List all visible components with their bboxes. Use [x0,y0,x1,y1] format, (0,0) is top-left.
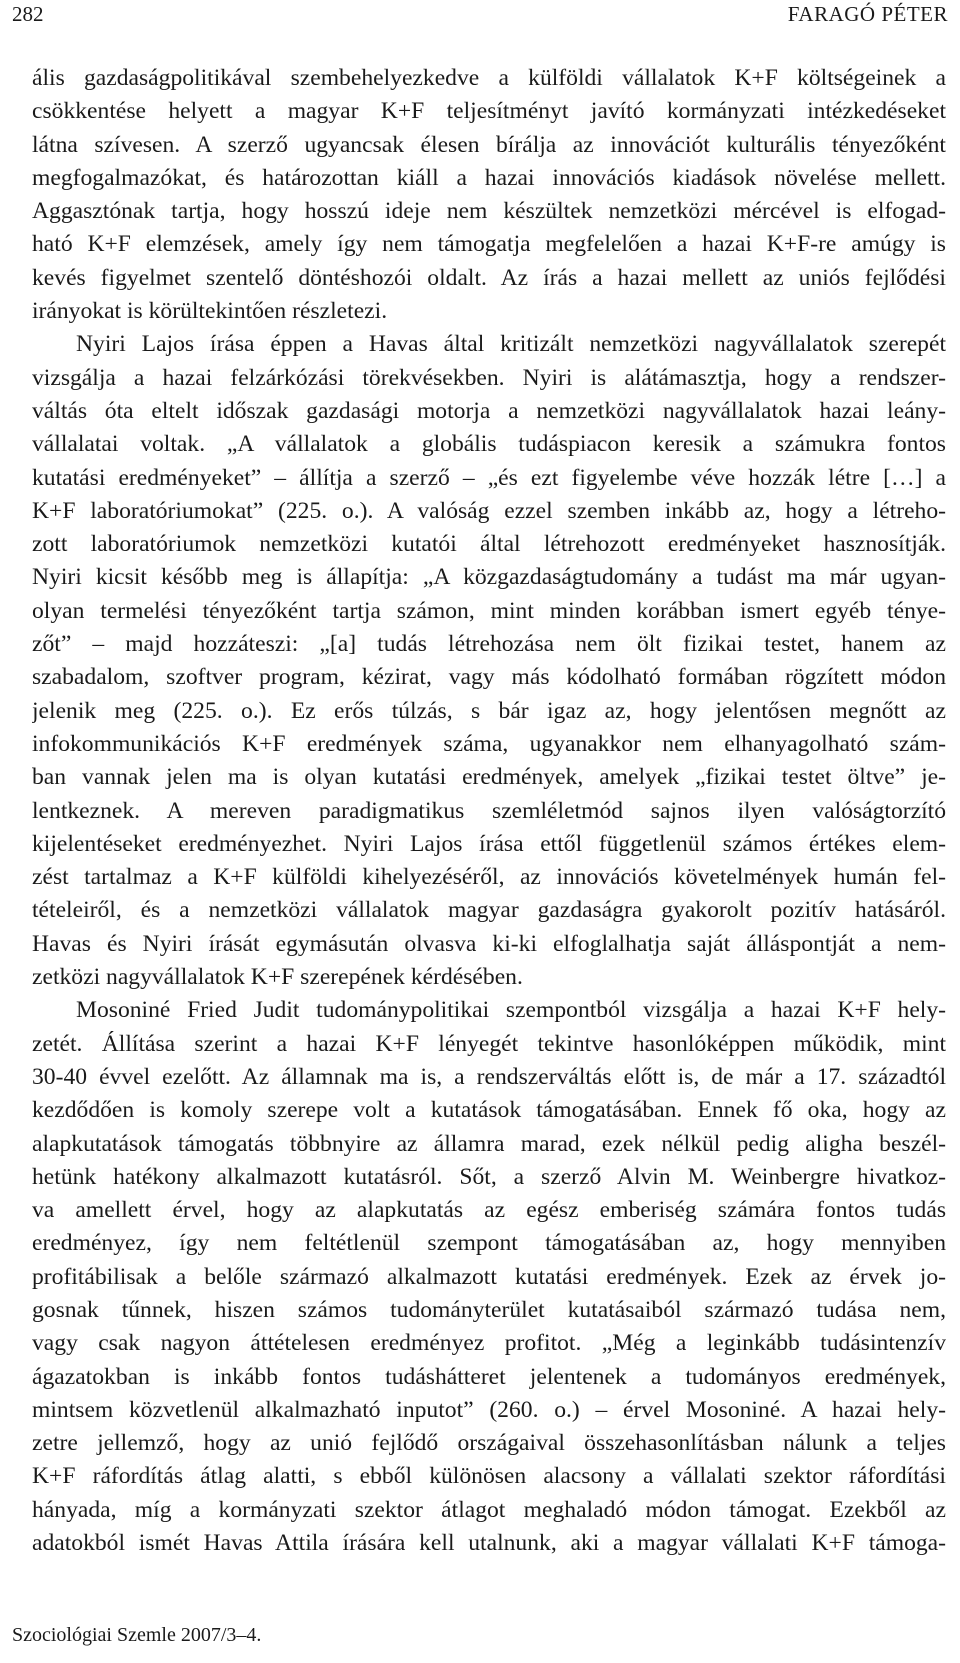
text-line: eredményez, így nem feltétlenül szempont támogatásában az, hogy mennyiben [32,1230,946,1257]
text-line: vizsgálja a hazai felzárkózási törekvésekben. Nyiri is alátámasztja, hogy a rendszer- [32,364,946,391]
body-text [32,62,946,1560]
text-line: gosnak tűnnek, hiszen számos tudományterület kutatásaiból származó tudása nem, [32,1296,946,1323]
text-line: Mosoniné Fried Judit tudománypolitikai szempontból vizsgálja a hazai K+F hely- [76,997,946,1024]
page-number: 282 [12,2,44,26]
text-line: Nyiri kicsit később meg is állapítja: „A közgazdaságtudomány a tudást ma már ugyan- [32,564,946,591]
text-line: lentkeznek. A mereven paradigmatikus szemléletmód sajnos ilyen valóságtorzító [32,797,946,824]
text-line: jelenik meg (225. o.). Ez erős túlzás, s bár igaz az, hogy jelentősen megnőtt az [32,697,946,724]
text-line: alapkutatások támogatás többnyire az államra marad, ezek nélkül pedig aligha beszél- [32,1130,946,1157]
text-line: hetünk hatékony alkalmazott kutatásról. Sőt, a szerző Alvin M. Weinbergre hivatkoz- [32,1163,946,1190]
text-line: Aggasztónak tartja, hogy hosszú ideje nem készültek nemzetközi mércével is elfogad- [32,198,946,225]
text-line: kutatási eredményeket” – állítja a szerző – „és ezt figyelembe véve hozzák létre […] a [32,464,946,491]
text-line: irányokat is körültekintően részletezi. [32,298,388,325]
text-line: zott laboratóriumok nemzetközi kutatói által létrehozott eredményeket hasznosítják. [32,531,946,558]
text-line: zetközi nagyvállalatok K+F szerepének kérdésében. [32,964,523,991]
text-line: adatokból ismét Havas Attila írására kell utalnunk, aki a magyar vállalati K+F támoga- [32,1530,946,1557]
text-line: kezdődően is komoly szerepe volt a kutatások támogatásában. Ennek fő oka, hogy az [32,1097,946,1124]
text-line: ális gazdaságpolitikával szembehelyezkedve a külföldi vállalatok K+F költségeinek a [32,65,946,91]
text-line: mintsem közvetlenül alkalmazható inputot” (260. o.) – érvel Mosoniné. A hazai hely- [32,1396,946,1423]
text-line: kijelentéseket eredményezhet. Nyiri Lajos írása ettől függetlenül számos értékes elem- [32,830,946,857]
text-line: zőt” – majd hozzáteszi: „[a] tudás létrehozása nem ölt fizikai testet, hanem az [32,631,946,658]
text-line: K+F laboratóriumokat” (225. o.). A valóság ezzel szemben inkább az, hogy a létreho- [32,497,946,524]
running-head-author: FARAGÓ PÉTER [787,2,948,26]
text-line: zetét. Állítása szerint a hazai K+F lényegét tekintve hasonlóképpen működik, mint [32,1030,946,1057]
text-line: csökkentése helyett a magyar K+F teljesítményt javító kormányzati intézkedéseket [32,98,946,125]
text-line: ban vannak jelen ma is olyan kutatási eredmények, amelyek „fizikai testet öltve” je- [32,764,946,791]
page-header [0,0,960,40]
text-line: váltás óta eltelt időszak gazdasági motorja a nemzetközi nagyvállalatok hazai leány- [32,397,946,424]
text-line: K+F ráfordítás átlag alatti, s ebből különösen alacsony a vállalati szektor ráfordítási [32,1463,946,1490]
text-line: zést tartalmaz a K+F külföldi kihelyezéséről, az innovációs követelmények humán fel- [32,864,946,891]
text-line: Havas és Nyiri írását egymásután olvasva ki-ki elfoglalhatja saját álláspontját a nem- [32,930,946,957]
text-line: ható K+F elemzések, amely így nem támogatja megfelelően a hazai K+F-re amúgy is [32,231,946,258]
text-line: olyan termelési tényezőként tartja számon, mint minden korábban ismert egyéb ténye- [32,597,946,624]
text-line: Nyiri Lajos írása éppen a Havas által kritizált nemzetközi nagyvállalatok szerepét [76,331,946,358]
text-line: zetre jellemző, hogy az unió fejlődő országaival összehasonlításban nálunk a teljes [32,1430,946,1457]
text-line: profitábilisak a belőle származó alkalmazott kutatási eredmények. Ezek az érvek jo- [32,1263,946,1290]
text-line: va amellett érvel, hogy az alapkutatás az egész emberiség számára fontos tudás [32,1197,946,1224]
text-line: vagy csak nagyon áttételesen eredményez profitot. „Még a leginkább tudásintenzív [32,1330,946,1357]
text-line: kevés figyelmet szentelő döntéshozói oldalt. Az írás a hazai mellett az uniós fejlődési [32,264,946,291]
text-line: megfogalmazókat, és határozottan kiáll a hazai innovációs kiadások növelése mellett. [32,164,946,191]
text-line: tételeiről, és a nemzetközi vállalatok magyar gazdaságra gyakorolt pozitív hatásáról. [32,897,946,924]
text-line: hányada, míg a kormányzati szektor átlagot meghaladó módon támogat. Ezekből az [32,1496,946,1523]
text-line: szabadalom, szoftver program, kézirat, vagy más kódolható formában rögzített módon [32,664,946,691]
text-line: 30-40 évvel ezelőtt. Az államnak ma is, a rendszerváltás előtt is, de már a 17. századtól [32,1063,946,1090]
text-line: vállalatai voltak. „A vállalatok a globális tudáspiacon keresik a számukra fontos [32,431,946,458]
text-line: infokommunikációs K+F eredmények száma, ugyanakkor nem elhanyagolható szám- [32,730,946,757]
text-line: ágazatokban is inkább fontos tudáshátteret jelentenek a tudományos eredmények, [32,1363,946,1390]
text-line: látna szívesen. A szerző ugyancsak élesen bírálja az innovációt kulturális tényezőként [32,131,946,158]
page-footer-journal: Szociológiai Szemle 2007/3–4. [12,1624,262,1646]
